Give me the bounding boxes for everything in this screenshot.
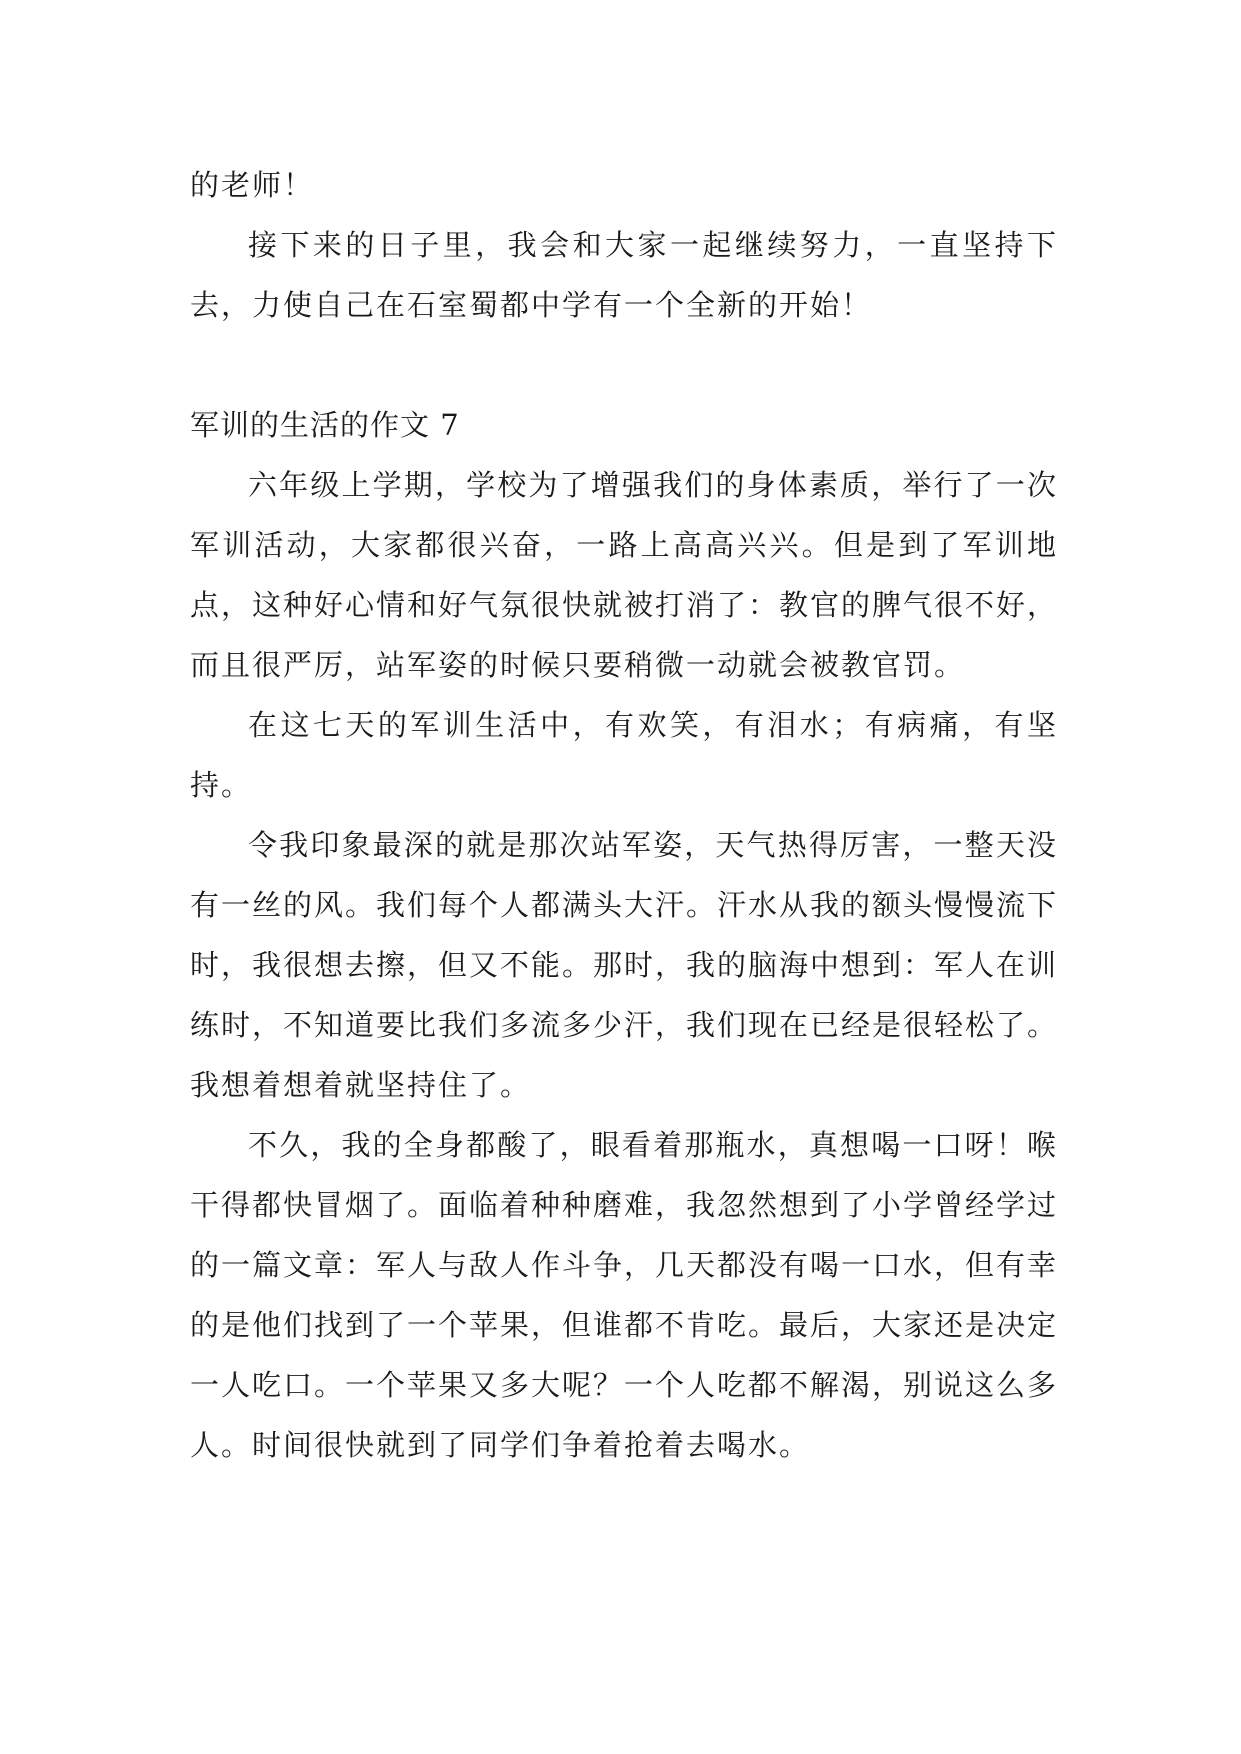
paragraph-2: 在这七天的军训生活中，有欢笑，有泪水；有病痛，有坚持。 <box>190 708 1058 802</box>
section-heading: 军训的生活的作文 7 <box>190 408 460 442</box>
paragraph-4: 不久，我的全身都酸了，眼看着那瓶水，真想喝一口呀！喉干得都快冒烟了。面临着种种磨难，我忽然想到了小学曾经学过的一篇文章：军人与敌人作斗争，几天都没有喝一口水，但有幸的是他们找到了一个苹果，但谁都不肯吃。最后，大家还是决定一人吃口。一个苹果又多大呢？一个人吃都不解渴，别说这么多人。时间很快就到了同学们争着抢着去喝水。 <box>190 1128 1059 1462</box>
paragraph-closing: 接下来的日子里，我会和大家一起继续努力，一直坚持下去，力使自己在石室蜀都中学有一个全新的开始！ <box>190 228 1058 322</box>
paragraph-3: 令我印象最深的就是那次站军姿，天气热得厉害，一整天没有一丝的风。我们每个人都满头大汗。汗水从我的额头慢慢流下时，我很想去擦，但又不能。那时，我的脑海中想到：军人在训练时，不知道要比我们多流多少汗，我们现在已经是很轻松了。我想着想着就坚持住了。 <box>190 828 1059 1102</box>
document-body <box>190 155 1058 1475</box>
section-gap <box>190 335 1058 395</box>
paragraph-1: 六年级上学期，学校为了增强我们的身体素质，举行了一次军训活动，大家都很兴奋，一路上高高兴兴。但是到了军训地点，这种好心情和好气氛很快就被打消了：教官的脾气很不好，而且很严厉，站军姿的时候只要稍微一动就会被教官罚。 <box>190 468 1059 682</box>
paragraph-continuation: 的老师！ <box>190 168 315 202</box>
